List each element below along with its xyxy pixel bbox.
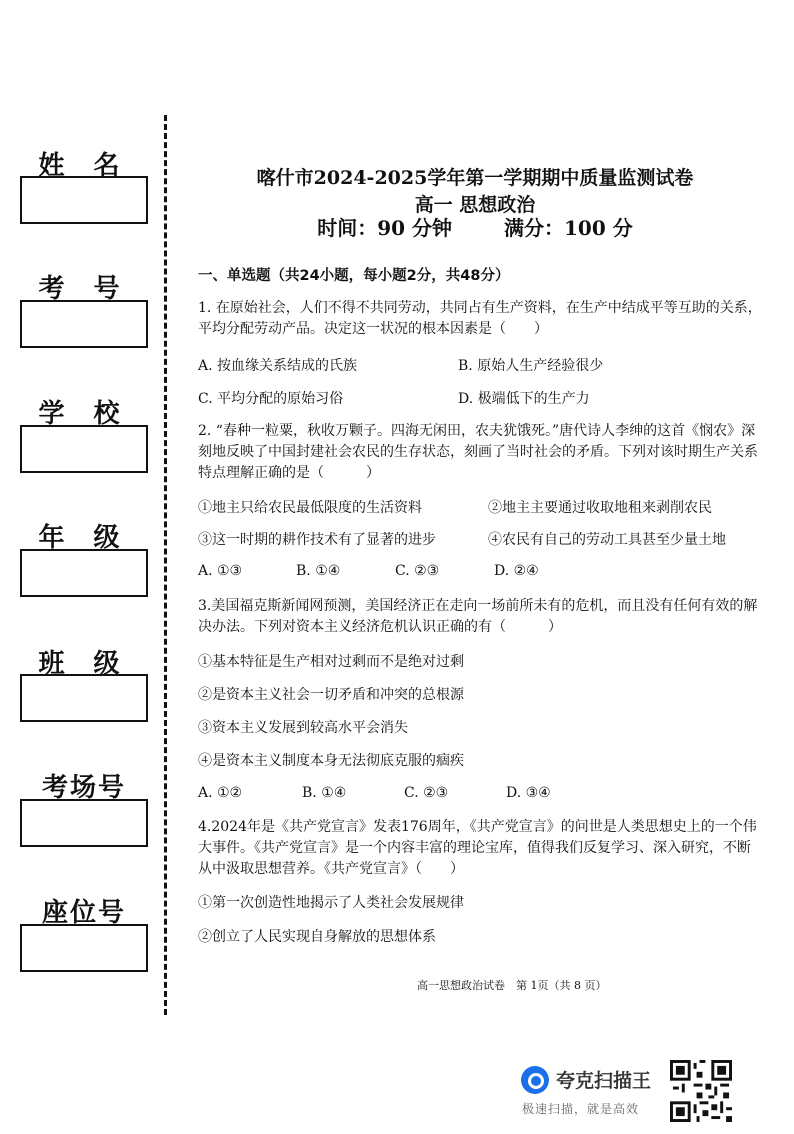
question-1-stem: 1. 在原始社会，人们不得不共同劳动，共同占有生产资料，在生产中结成平等互助的关系，平均分配劳动产品。决定这一状况的根本因素是（ ） <box>198 300 762 337</box>
question-4-stem: 4.2024年是《共产党宣言》发表176周年，《共产党宣言》的问世是人类思想史上的一个伟大事件。《共产党宣言》是一个内容丰富的理论宝库，值得我们反复学习、深入研究，不断从中汲取思想营养。《共产党宣言》（ ） <box>198 819 757 877</box>
question-2-stem: 2. “春种一粒粟，秋收万颗子。四海无闲田，农夫犹饿死。”唐代诗人李绅的这首《悯农》深刻地反映了中国封建社会农民的生存状态，刻画了当时社会的矛盾。下列对该时期生产关系特点理解正确的是（ ） <box>198 423 758 481</box>
exam-number-label: 考 号 <box>38 274 130 304</box>
seat-number-label: 座位号 <box>41 898 126 928</box>
question-3-statement-1: ①基本特征是生产相对过剩而不是绝对过剩 <box>198 654 464 670</box>
question-3-statement-3: ③资本主义发展到较高水平会消失 <box>198 720 408 736</box>
exam-room-field[interactable] <box>20 799 148 847</box>
name-field[interactable] <box>20 176 148 224</box>
page-footer: 高一思想政治试卷 第 1页（共 8 页） <box>417 979 607 992</box>
scanner-slogan: 极速扫描，就是高效 <box>522 1102 640 1116</box>
exam-time: 时间：90 分钟 <box>317 216 453 240</box>
binding-cut-line <box>164 115 167 1015</box>
exam-title: 喀什市2024-2025学年第一学期期中质量监测试卷 <box>256 167 694 189</box>
question-2-statement-1: ①地主只给农民最低限度的生活资料 <box>198 500 422 516</box>
question-3-option-b[interactable]: B. ①④ <box>302 785 347 801</box>
class-field[interactable] <box>20 674 148 722</box>
quark-logo-icon <box>521 1066 549 1094</box>
scanner-brand: 夸克扫描王 <box>556 1070 652 1092</box>
school-field[interactable] <box>20 425 148 473</box>
question-1-option-a[interactable]: A. 按血缘关系结成的氏族 <box>198 358 358 374</box>
question-3-option-a[interactable]: A. ①② <box>198 785 243 801</box>
question-2-statement-3: ③这一时期的耕作技术有了显著的进步 <box>198 532 436 548</box>
grade-field[interactable] <box>20 549 148 597</box>
question-3-option-d[interactable]: D. ③④ <box>506 785 551 801</box>
exam-number-field[interactable] <box>20 300 148 348</box>
exam-time-score <box>185 212 765 241</box>
question-1-option-d[interactable]: D. 极端低下的生产力 <box>458 391 590 407</box>
question-2-statement-2: ②地主主要通过收取地租来剥削农民 <box>488 500 712 516</box>
question-3-statement-4: ④是资本主义制度本身无法彻底克服的痼疾 <box>198 753 464 769</box>
section-heading: 一、单选题（共24小题，每小题2分，共48分） <box>198 268 510 284</box>
question-3-stem: 3.美国福克斯新闻网预测，美国经济正在走向一场前所未有的危机，而且没有任何有效的解决办法。下列对资本主义经济危机认识正确的有（ ） <box>198 598 758 635</box>
question-2-option-c[interactable]: C. ②③ <box>395 563 440 579</box>
seat-number-field[interactable] <box>20 924 148 972</box>
question-4-statement-1: ①第一次创造性地揭示了人类社会发展规律 <box>198 895 464 911</box>
question-3-statement-2: ②是资本主义社会一切矛盾和冲突的总根源 <box>198 687 464 703</box>
question-2-statement-4: ④农民有自己的劳动工具甚至少量土地 <box>488 532 726 548</box>
class-label: 班 级 <box>38 649 130 679</box>
exam-full-score: 满分：100 分 <box>504 216 633 240</box>
school-label: 学 校 <box>38 399 130 429</box>
grade-label: 年 级 <box>38 523 130 553</box>
question-1-option-c[interactable]: C. 平均分配的原始习俗 <box>198 391 344 407</box>
qr-code-icon <box>670 1060 732 1122</box>
question-2-option-d[interactable]: D. ②④ <box>494 563 539 579</box>
exam-subject: 高一 思想政治 <box>414 194 536 216</box>
name-label: 姓 名 <box>38 151 130 181</box>
question-4-statement-2: ②创立了人民实现自身解放的思想体系 <box>198 929 436 945</box>
question-3-option-c[interactable]: C. ②③ <box>404 785 449 801</box>
question-1-option-b[interactable]: B. 原始人生产经验很少 <box>458 358 604 374</box>
question-2-option-a[interactable]: A. ①③ <box>198 563 243 579</box>
question-2-option-b[interactable]: B. ①④ <box>296 563 341 579</box>
exam-room-label: 考场号 <box>41 773 126 803</box>
